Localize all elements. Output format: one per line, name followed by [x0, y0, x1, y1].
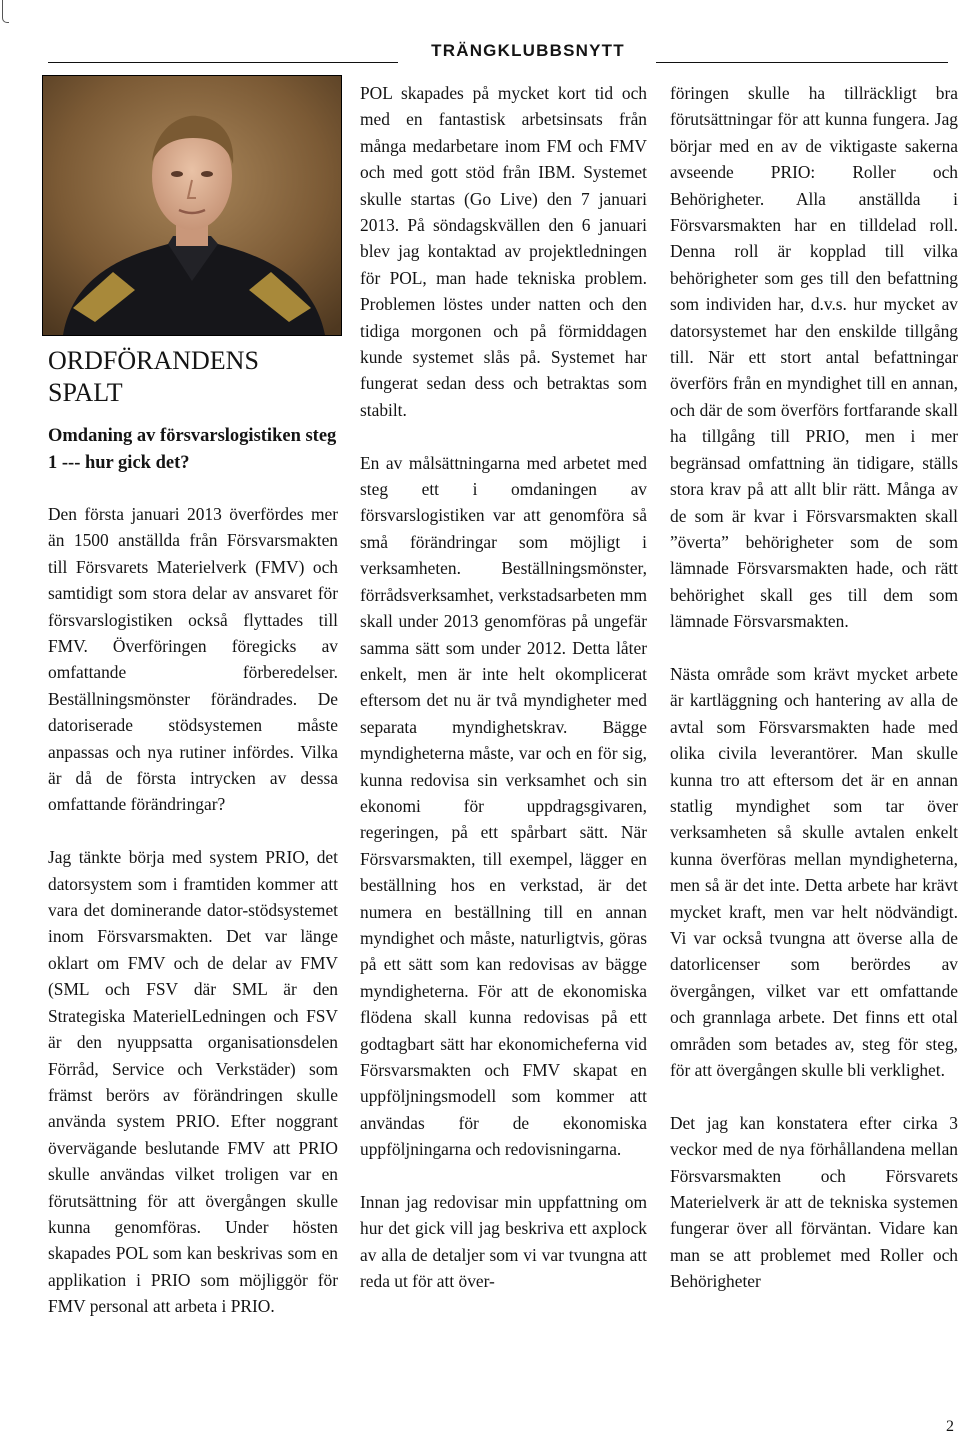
paragraph: En av målsättningarna med arbetet med steg ett i omdaningen av försvarslogistiken var att genomföra så små förändringar som möjligt i verksamheten. Beställningsmönster, förrådsverksamhet, verkstadsarbeten mm skall under 2013 genomföras på ungefär samma sätt som under 2012. Detta låter enkelt, men är inte helt okomplicerat eftersom det nu är två myndigheter med separata myndighetskrav. Bägge myndigheterna måste, var och en för sig, kunna redovisa sin verksamhet och sin ekonomi för uppdragsgivaren, regeringen, på ett spårbart sätt. När Försvarsmakten, till exempel, lägger en beställning hos en verkstad, är det numera en beställning till en annan myndighet och måste, naturligtvis, göras på ett sätt som kan redovisas av bägge myndigheterna. För att de ekonomiska flödena skall kunna redovisas på ett godtagbart sätt har ekonomicheferna vid Försvarsmakten och FMV skapat en uppföljningsmodell som kommer att användas för de ekonomiska uppföljningarna och redovisningarna.	[360, 452, 647, 1160]
header-rule-right	[656, 62, 948, 63]
paragraph: Innan jag redovisar min uppfattning om hur det gick vill jag beskriva ett axplock av alla de detaljer som vi var tvungna att reda ut för att över-	[360, 1192, 647, 1292]
paragraph: föringen skulle ha tillräckligt bra förutsättningar för att kunna fungera. Jag börjar med en av de viktigaste sakerna avseende PRIO: Roller och Behörigheter. Alla anställda i Försvarsmakten har en tilldelad roll. Denna roll är kopplad till vilka behörigheter som ges till den befattning som individen har, d.v.s. hur mycket av datorsystemet har den enskilde tillgång till. När ett stort antal befattningar överförs från en myndighet till en annan, och där de som överförs fortfarande skall ha tillgång till PRIO, men i mer begränsad omfattning än tidigare, ställs stora krav på att allt blir rätt. Många av de som är kvar i Försvarsmakten skall ”överta” behörigheter som de som lämnade Försvarsmakten hade, och rätt behörighet skall ges till dem som lämnade Försvarsmakten.	[670, 83, 958, 632]
page-number: 2	[946, 1418, 954, 1435]
newsletter-title: TRÄNGKLUBBSNYTT	[431, 41, 625, 60]
paragraph: Nästa område som krävt mycket arbete är kartläggning och hantering av alla de avtal som Försvarsmakten hade med olika civila leverantörer. Man skulle kunna tro att eftersom det är en annan statlig myndighet som tar över verksamheten så skulle avtalen enkelt kunna överföras mellan myndigheterna, men så är det inte. Detta arbete har krävt mycket kraft, men var helt nödvändigt. Vi var också tvungna att överse alla de datorlicenser som berördes av övergången, vilket var ett omfattande och grannlaga arbete. Det finns ett otal områden som betades av, steg för steg, för att övergången skulle bli verklighet.	[670, 663, 958, 1081]
paragraph: POL skapades på mycket kort tid och med en fantastisk arbetsinsats från många medarbetare inom FM och FMV och med gott stöd från IBM. Systemet skulle startas (Go Live) den 7 januari 2013. På söndagskvällen den 6 januari blev jag kontaktad av projektledningen för POL, man hade tekniska problem. Problemen löstes under natten och den tidiga morgonen och på förmiddagen kunde systemet slås på. Systemet har fungerat sedan dess och betraktas som stabilt.	[360, 83, 647, 420]
header-rule-left	[48, 62, 398, 63]
crop-mark	[2, 0, 9, 23]
article-subtitle: Omdaning av försvarslogistiken steg 1 --- hur gick det?	[48, 426, 337, 473]
newsletter-header	[48, 38, 948, 66]
paragraph: Den första januari 2013 överfördes mer än 1500 anställda från Försvarsmakten till Försvarets Materielverk (FMV) och samtidigt som stora delar av ansvaret för försvarslogistiken också flyttades till FMV. Överföringen föregicks av omfattande förberedelser. Beställningsmönster förändrades. De datoriserade stödsystemen måste anpassas och nya rutiner infördes. Vilka är då de första intrycken av dessa omfattande förändringar?	[48, 504, 338, 815]
text-column-2	[360, 80, 647, 1295]
text-column-3	[670, 80, 958, 1295]
paragraph: Jag tänkte börja med system PRIO, det datorsystem som i framtiden kommer att vara det dominerande dator-stödsystemet inom Försvarsmakten. Det var länge oklart om FMV och de delar av FMV (SML och FSV där SML är den Strategiska MaterielLedningen och FSV är den nyuppsatta organisationsdelen Förråd, Service och Verkstäder) som främst berörs av förändringen skulle använda system PRIO. Efter noggrant övervägande beslutande FMV att PRIO skulle användas vilket troligen var en förutsättning för att övergången skulle kunna genomföras. Under hösten skapades POL som kan beskrivas som en applikation i PRIO som möjliggör för FMV personal att arbeta i PRIO.	[48, 847, 338, 1317]
column-title: ORDFÖRANDENS SPALT	[48, 346, 259, 407]
author-portrait-photo	[42, 75, 342, 336]
text-column-1	[48, 345, 338, 1320]
paragraph: Det jag kan konstatera efter cirka 3 veckor med de nya förhållandena mellan Försvarsmakten och Försvarets Materielverk är att de tekniska systemen fungerar över all förväntan. Vidare kan man se att problemet med Roller och Behörigheter	[670, 1112, 958, 1292]
